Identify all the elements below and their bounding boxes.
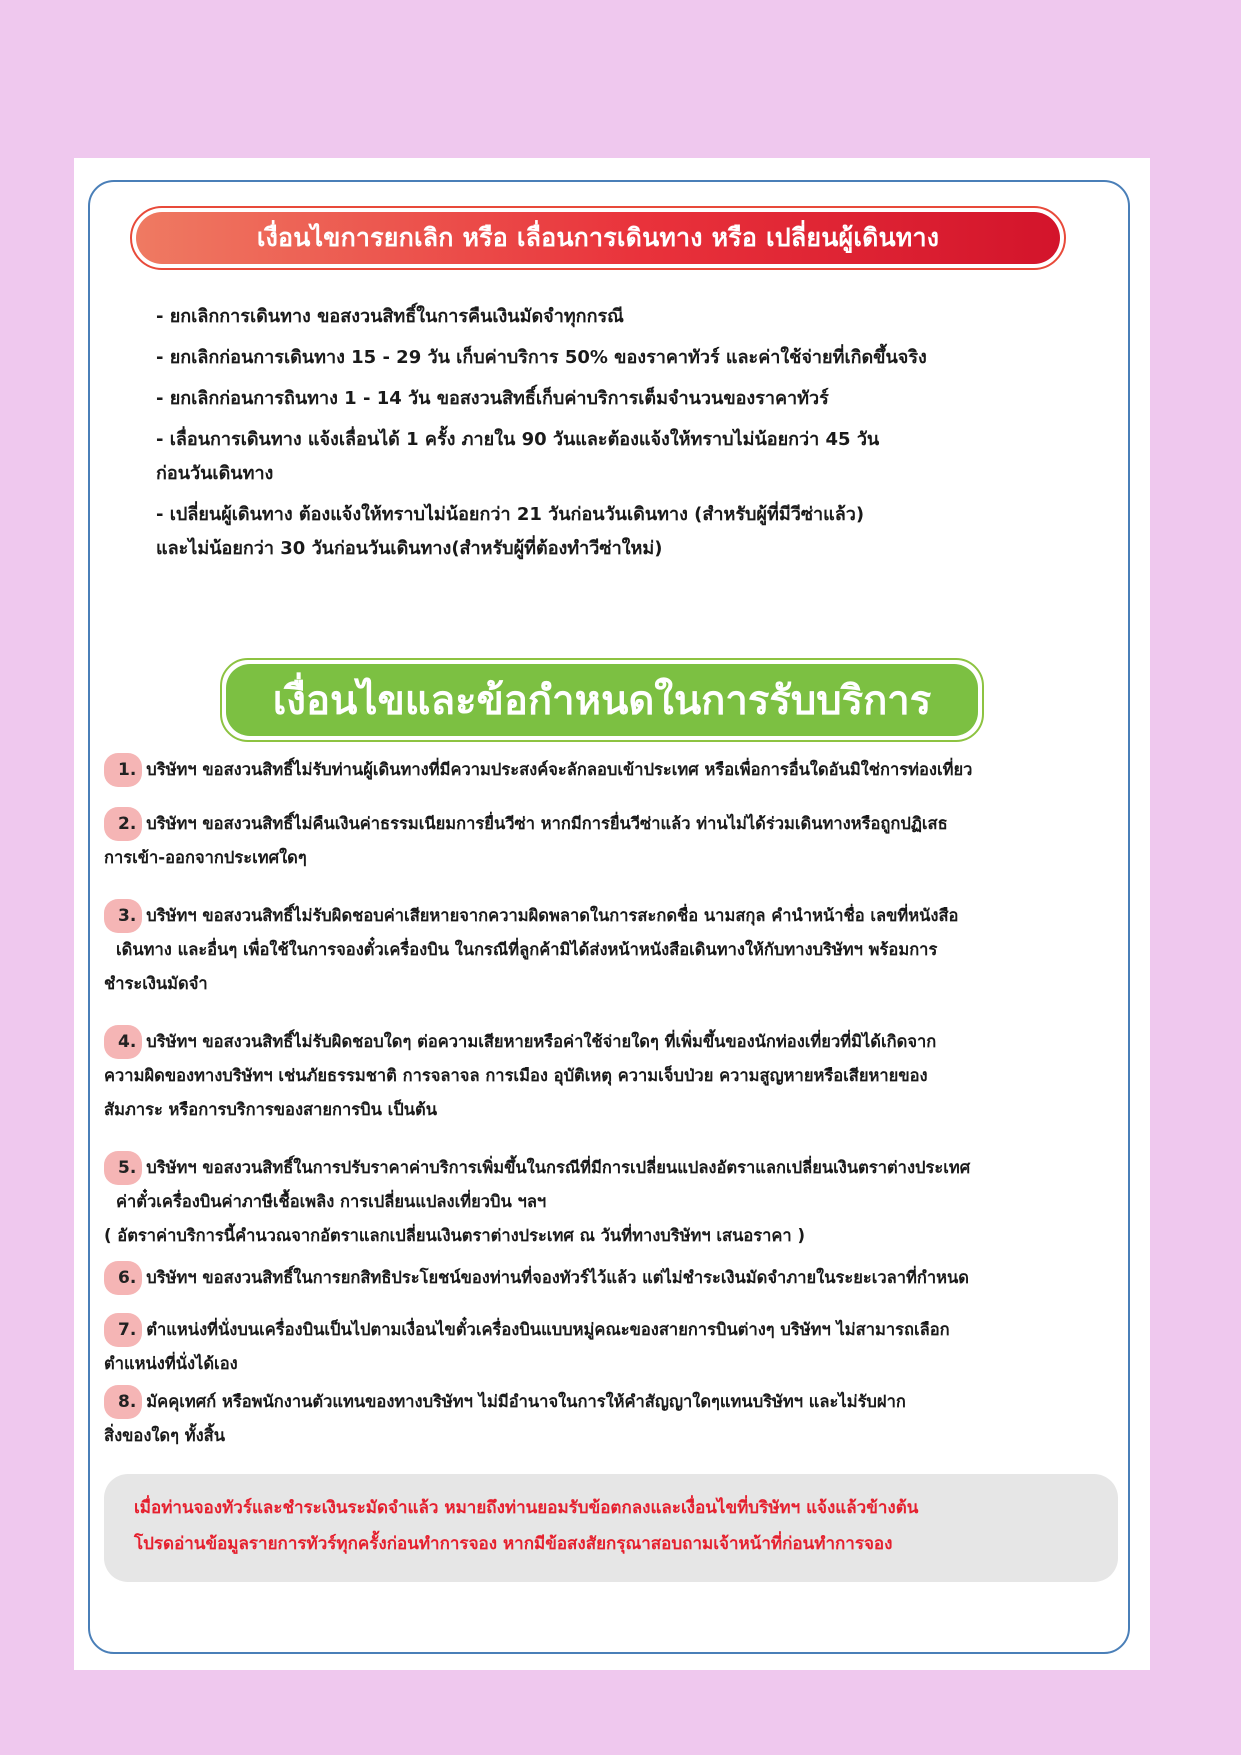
term-text: บริษัทฯ ขอสงวนสิทธิ์ไม่คืนเงินค่าธรรมเนียมการยื่นวีซ่า หากมีการยื่นวีซ่าแล้ว ท่านไม่ได้ร่วมเดินทางหรือถูกปฏิเสธ	[146, 814, 948, 833]
term-line: ตำแหน่งที่นั่งได้เอง	[104, 1354, 238, 1373]
term-line: ค่าตั๋วเครื่องบินค่าภาษีเชื้อเพลิง การเปลี่ยนแปลงเที่ยวบิน ฯลฯ	[116, 1192, 547, 1211]
term-line: สิ่งของใดๆ ทั้งสิ้น	[104, 1426, 226, 1445]
term-line	[104, 807, 1104, 841]
term-number: 6.	[104, 1261, 142, 1295]
term-number: 5.	[104, 1151, 142, 1185]
term-item	[104, 807, 1104, 875]
term-line: ความผิดของทางบริษัทฯ เช่นภัยธรรมชาติ การจลาจล การเมือง อุบัติเหตุ ความเจ็บป่วย ความสูญหายหรือเสียหายของ	[104, 1066, 928, 1085]
notice-line: เมื่อท่านจองทัวร์และชำระเงินระมัดจำแล้ว หมายถึงท่านยอมรับข้อตกลงและเงื่อนไขที่บริษัทฯ แจ้งแล้วข้างต้น	[134, 1498, 919, 1518]
term-text: บริษัทฯ ขอสงวนสิทธิ์ในการปรับราคาค่าบริการเพิ่มขึ้นในกรณีที่มีการเปลี่ยนแปลงอัตราแลกเปลี่ยนเงินตราต่างประเทศ	[146, 1158, 971, 1177]
cancel-item: - ยกเลิกก่อนการถินทาง 1 - 14 วัน ขอสงวนสิทธิ์เก็บค่าบริการเต็มจำนวนของราคาทัวร์	[156, 388, 829, 409]
term-line	[104, 1261, 1104, 1295]
document-page	[74, 158, 1150, 1670]
term-item	[104, 1025, 1104, 1127]
term-text: บริษัทฯ ขอสงวนสิทธิ์ไม่รับผิดชอบค่าเสียหายจากความผิดพลาดในการสะกดชื่อ นามสกุล คำนำหน้าชื่อ เลขที่หนังสือ	[146, 906, 959, 925]
term-line	[104, 1313, 1104, 1347]
term-text: บริษัทฯ ขอสงวนสิทธิ์ไม่รับท่านผู้เดินทางที่มีความประสงค์จะลักลอบเข้าประเทศ หรือเพื่อการอื่นใดอันมิใช่การท่องเที่ยว	[146, 760, 973, 779]
terms-heading-banner	[220, 658, 984, 742]
cancel-item: - เปลี่ยนผู้เดินทาง ต้องแจ้งให้ทราบไม่น้อยกว่า 21 วันก่อนวันเดินทาง (สำหรับผู้ที่มีวีซ่าแล้ว)	[156, 504, 865, 525]
cancel-item-continued: และไม่น้อยกว่า 30 วันก่อนวันเดินทาง(สำหรับผู้ที่ต้องทำวีซ่าใหม่)	[156, 538, 663, 559]
notice-line: โปรดอ่านข้อมูลรายการทัวร์ทุกครั้งก่อนทำการจอง หากมีข้อสงสัยกรุณาสอบถามเจ้าหน้าที่ก่อนทำการจอง	[134, 1534, 893, 1554]
cancel-item: - ยกเลิกการเดินทาง ขอสงวนสิทธิ์ในการคืนเงินมัดจำทุกกรณี	[156, 306, 624, 327]
cancel-item: - ยกเลิกก่อนการเดินทาง 15 - 29 วัน เก็บค่าบริการ 50% ของราคาทัวร์ และค่าใช้จ่ายที่เกิดขึ้นจริง	[156, 347, 927, 368]
term-number: 2.	[104, 807, 142, 841]
term-item	[104, 1151, 1104, 1253]
term-number: 3.	[104, 899, 142, 933]
term-line	[104, 1385, 1104, 1419]
term-text: มัคคุเทศก์ หรือพนักงานตัวแทนของทางบริษัทฯ ไม่มีอำนาจในการให้คำสัญญาใดๆแทนบริษัทฯ และไม่รับฝาก	[146, 1392, 906, 1411]
term-number: 8.	[104, 1385, 142, 1419]
term-item	[104, 899, 1104, 1001]
term-text: บริษัทฯ ขอสงวนสิทธิ์ไม่รับผิดชอบใดๆ ต่อความเสียหายหรือค่าใช้จ่ายใดๆ ที่เพิ่มขึ้นของนักท่องเที่ยวที่มิได้เกิดจาก	[146, 1032, 937, 1051]
term-line	[104, 1025, 1104, 1059]
terms-heading: เงื่อนไขและข้อกำหนดในการรับบริการ	[226, 664, 978, 736]
term-line	[104, 753, 1104, 787]
term-line: การเข้า-ออกจากประเทศใดๆ	[104, 848, 307, 867]
cancel-item: - เลื่อนการเดินทาง แจ้งเลื่อนได้ 1 ครั้ง ภายใน 90 วันและต้องแจ้งให้ทราบไม่น้อยกว่า 45 วัน	[156, 429, 880, 450]
cancel-conditions-list	[156, 306, 1096, 579]
term-line: สัมภาระ หรือการบริการของสายการบิน เป็นต้น	[104, 1100, 438, 1119]
term-number: 1.	[104, 753, 142, 787]
term-line: ( อัตราค่าบริการนี้คำนวณจากอัตราแลกเปลี่ยนเงินตราต่างประเทศ ณ วันที่ทางบริษัทฯ เสนอราคา )	[104, 1226, 805, 1245]
cancel-heading-banner	[130, 206, 1066, 270]
term-item	[104, 1313, 1104, 1381]
term-line: เดินทาง และอื่นๆ เพื่อใช้ในการจองตั๋วเครื่องบิน ในกรณีที่ลูกค้ามิได้ส่งหน้าหนังสือเดินทางให้กับทางบริษัทฯ พร้อมการ	[116, 940, 938, 959]
term-line	[104, 899, 1104, 933]
cancel-heading: เงื่อนไขการยกเลิก หรือ เลื่อนการเดินทาง หรือ เปลี่ยนผู้เดินทาง	[136, 212, 1060, 264]
cancel-item-continued: ก่อนวันเดินทาง	[156, 463, 274, 484]
term-text: บริษัทฯ ขอสงวนสิทธิ์ในการยกสิทธิประโยชน์ของท่านที่จองทัวร์ไว้แล้ว แต่ไม่ชำระเงินมัดจำภายในระยะเวลาที่กำหนด	[146, 1268, 970, 1287]
term-text: ตำแหน่งที่นั่งบนเครื่องบินเป็นไปตามเงื่อนไขตั๋วเครื่องบินแบบหมู่คณะของสายการบินต่างๆ บริษัทฯ ไม่สามารถเลือก	[146, 1320, 950, 1339]
term-item	[104, 1385, 1104, 1453]
term-item	[104, 1261, 1104, 1295]
booking-notice	[104, 1474, 1118, 1582]
term-line	[104, 1151, 1104, 1185]
term-item	[104, 753, 1104, 787]
term-number: 4.	[104, 1025, 142, 1059]
term-line: ชำระเงินมัดจำ	[104, 974, 208, 993]
term-number: 7.	[104, 1313, 142, 1347]
